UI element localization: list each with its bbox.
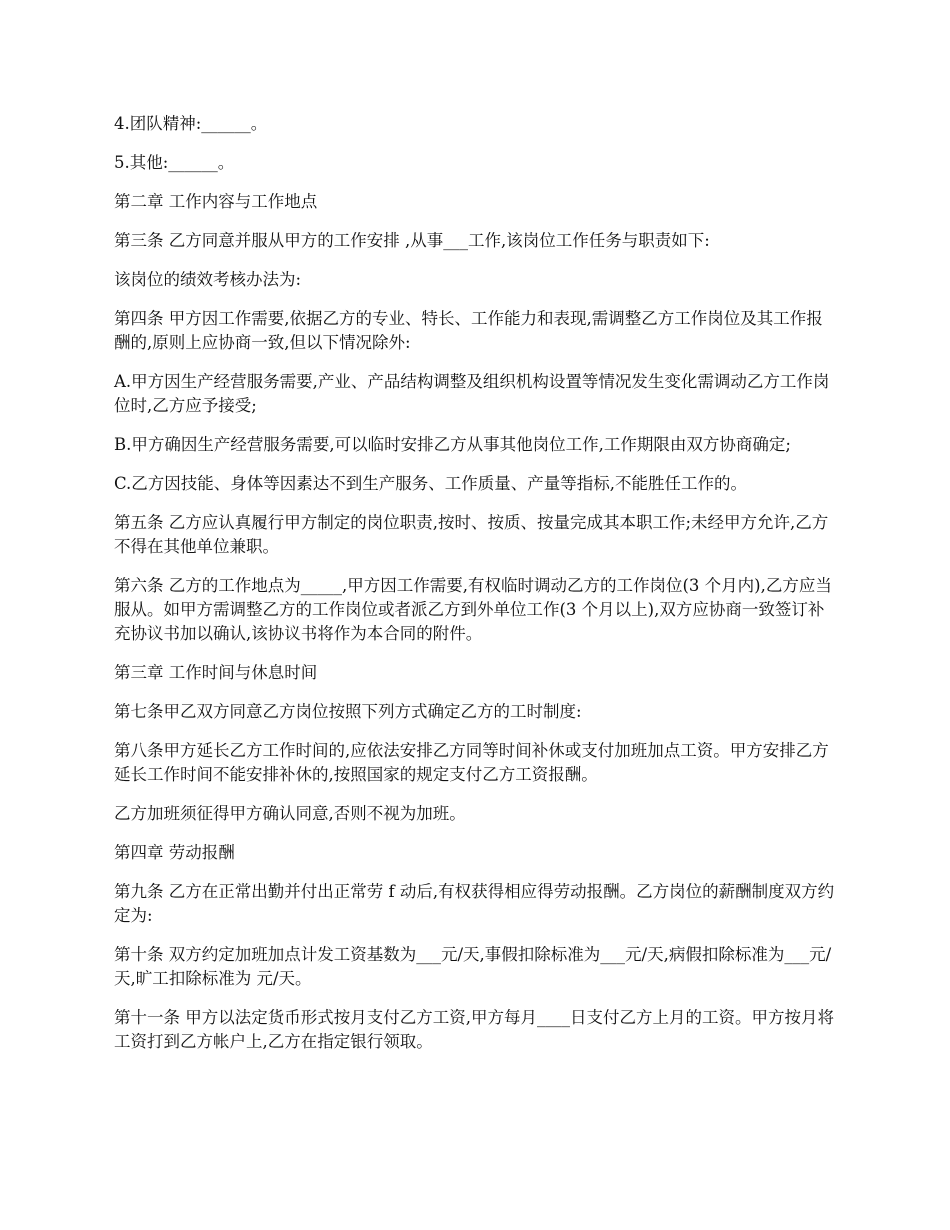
article-7: 第七条甲乙双方同意乙方岗位按照下列方式确定乙方的工时制度: — [114, 702, 582, 721]
performance-assessment: 该岗位的绩效考核办法为: — [114, 270, 302, 289]
article-4: 第四条 甲方因工作需要,依据乙方的专业、特长、工作能力和表现,需调整乙方工作岗位及其工作报酬的,原则上应协商一致,但以下情况除外: — [114, 309, 823, 352]
item-other: 5.其他:______。 — [114, 153, 235, 172]
article-3: 第三条 乙方同意并服从甲方的工作安排 ,从事___工作,该岗位工作任务与职责如下: — [114, 231, 710, 250]
article-4-clause-b: B.甲方确因生产经营服务需要,可以临时安排乙方从事其他岗位工作,工作期限由双方协商确定; — [114, 435, 791, 454]
chapter-2-heading: 第二章 工作内容与工作地点 — [114, 192, 318, 211]
chapter-4-heading: 第四章 劳动报酬 — [114, 843, 235, 862]
article-5: 第五条 乙方应认真履行甲方制定的岗位职责,按时、按质、按量完成其本职工作;未经甲方允许,乙方不得在其他单位兼职。 — [114, 513, 829, 556]
overtime-confirmation: 乙方加班须征得甲方确认同意,否则不视为加班。 — [114, 804, 466, 823]
document-body — [114, 112, 839, 1069]
article-6: 第六条 乙方的工作地点为_____,甲方因工作需要,有权临时调动乙方的工作岗位(3 个月内),乙方应当服从。如甲方需调整乙方的工作岗位或者派乙方到外单位工作(3 个月以上),双方应协商一致签订补充协议书加以确认,该协议书将作为本合同的附件。 — [114, 576, 832, 643]
article-4-clause-c: C.乙方因技能、身体等因素达不到生产服务、工作质量、产量等指标,不能胜任工作的。 — [114, 474, 748, 493]
article-4-clause-a: A.甲方因生产经营服务需要,产业、产品结构调整及组织机构设置等情况发生变化需调动乙方工作岗位时,乙方应予接受; — [114, 372, 830, 415]
article-11: 第十一条 甲方以法定货币形式按月支付乙方工资,甲方每月____日支付乙方上月的工资。甲方按月将工资打到乙方帐户上,乙方在指定银行领取。 — [114, 1008, 834, 1051]
item-team-spirit: 4.团队精神:______。 — [114, 114, 268, 133]
article-9: 第九条 乙方在正常出勤并付出正常劳 f 动后,有权获得相应得劳动报酬。乙方岗位的薪酬制度双方约定为: — [114, 882, 835, 925]
article-10: 第十条 双方约定加班加点计发工资基数为___元/天,事假扣除标准为___元/天,病假扣除标准为___元/天,旷工扣除标准为 元/天。 — [114, 945, 832, 988]
chapter-3-heading: 第三章 工作时间与休息时间 — [114, 663, 318, 682]
article-8: 第八条甲方延长乙方工作时间的,应依法安排乙方同等时间补休或支付加班加点工资。甲方安排乙方延长工作时间不能安排补休的,按照国家的规定支付乙方工资报酬。 — [114, 741, 829, 784]
